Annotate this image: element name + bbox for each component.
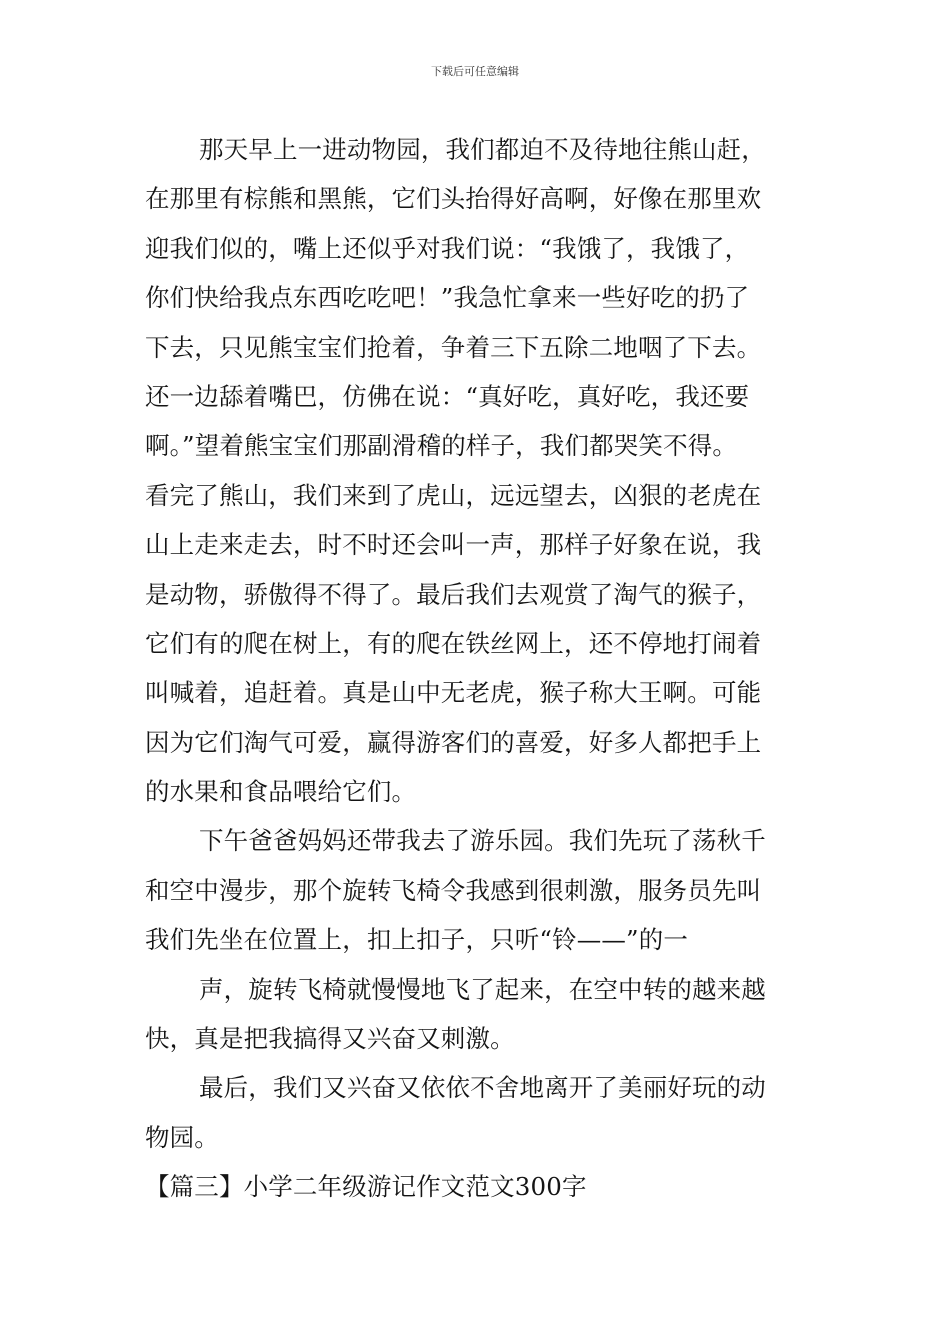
paragraph-line: 迎我们似的，嘴上还似乎对我们说：“我饿了，我饿了， [145,233,750,263]
paragraph-line: 还一边舔着嘴巴，仿佛在说：“真好吃，真好吃，我还要 [145,381,750,411]
paragraph-line: 那天早上一进动物园，我们都迫不及待地往熊山赶， [199,135,766,164]
paragraph-line: 因为它们淘气可爱，赢得游客们的喜爱，好多人都把手上 [145,727,762,757]
paragraph-line: 声，旋转飞椅就慢慢地飞了起来，在空中转的越来越 [199,974,766,1004]
paragraph-line: 它们有的爬在树上，有的爬在铁丝网上，还不停地打闹着 [145,628,762,658]
paragraph-line: 下去，只见熊宝宝们抢着，争着三下五除二地咽了下去。 [145,332,762,362]
paragraph-line: 快，真是把我搞得又兴奋又刺激。 [145,1024,515,1054]
paragraph-line: 下午爸爸妈妈还带我去了游乐园。我们先玩了荡秋千 [199,826,766,856]
paragraph-line: 叫喊着，追赶着。真是山中无老虎，猴子称大王啊。可能 [145,678,762,708]
paragraph-line: 最后，我们又兴奋又依依不舍地离开了美丽好玩的动 [199,1073,766,1103]
paragraph-line: 山上走来走去，时不时还会叫一声，那样子好象在说，我 [145,530,762,560]
page-header: 下载后可任意编辑 [431,65,519,78]
paragraph-line: 的水果和食品喂给它们。 [145,777,417,807]
paragraph-line: 我们先坐在位置上，扣上扣子，只听“铃——”的一 [145,925,688,955]
section-heading: 【篇三】小学二年级游记作文范文300字 [145,1172,587,1202]
paragraph-line: 在那里有棕熊和黑熊，它们头抬得好高啊，好像在那里欢 [145,184,762,214]
paragraph-line: 和空中漫步，那个旋转飞椅令我感到很刺激，服务员先叫 [145,875,762,905]
paragraph-line: 是动物，骄傲得不得了。最后我们去观赏了淘气的猴子， [145,579,762,609]
document-body [145,125,810,1212]
paragraph-line: 看完了熊山，我们来到了虎山，远远望去，凶狠的老虎在 [145,480,762,510]
paragraph-line: 啊。”望着熊宝宝们那副滑稽的样子，我们都哭笑不得。 [145,431,738,461]
paragraph-line: 你们快给我点东西吃吃吧！”我急忙拿来一些好吃的扔了 [145,283,750,313]
paragraph-line: 物园。 [145,1122,219,1152]
